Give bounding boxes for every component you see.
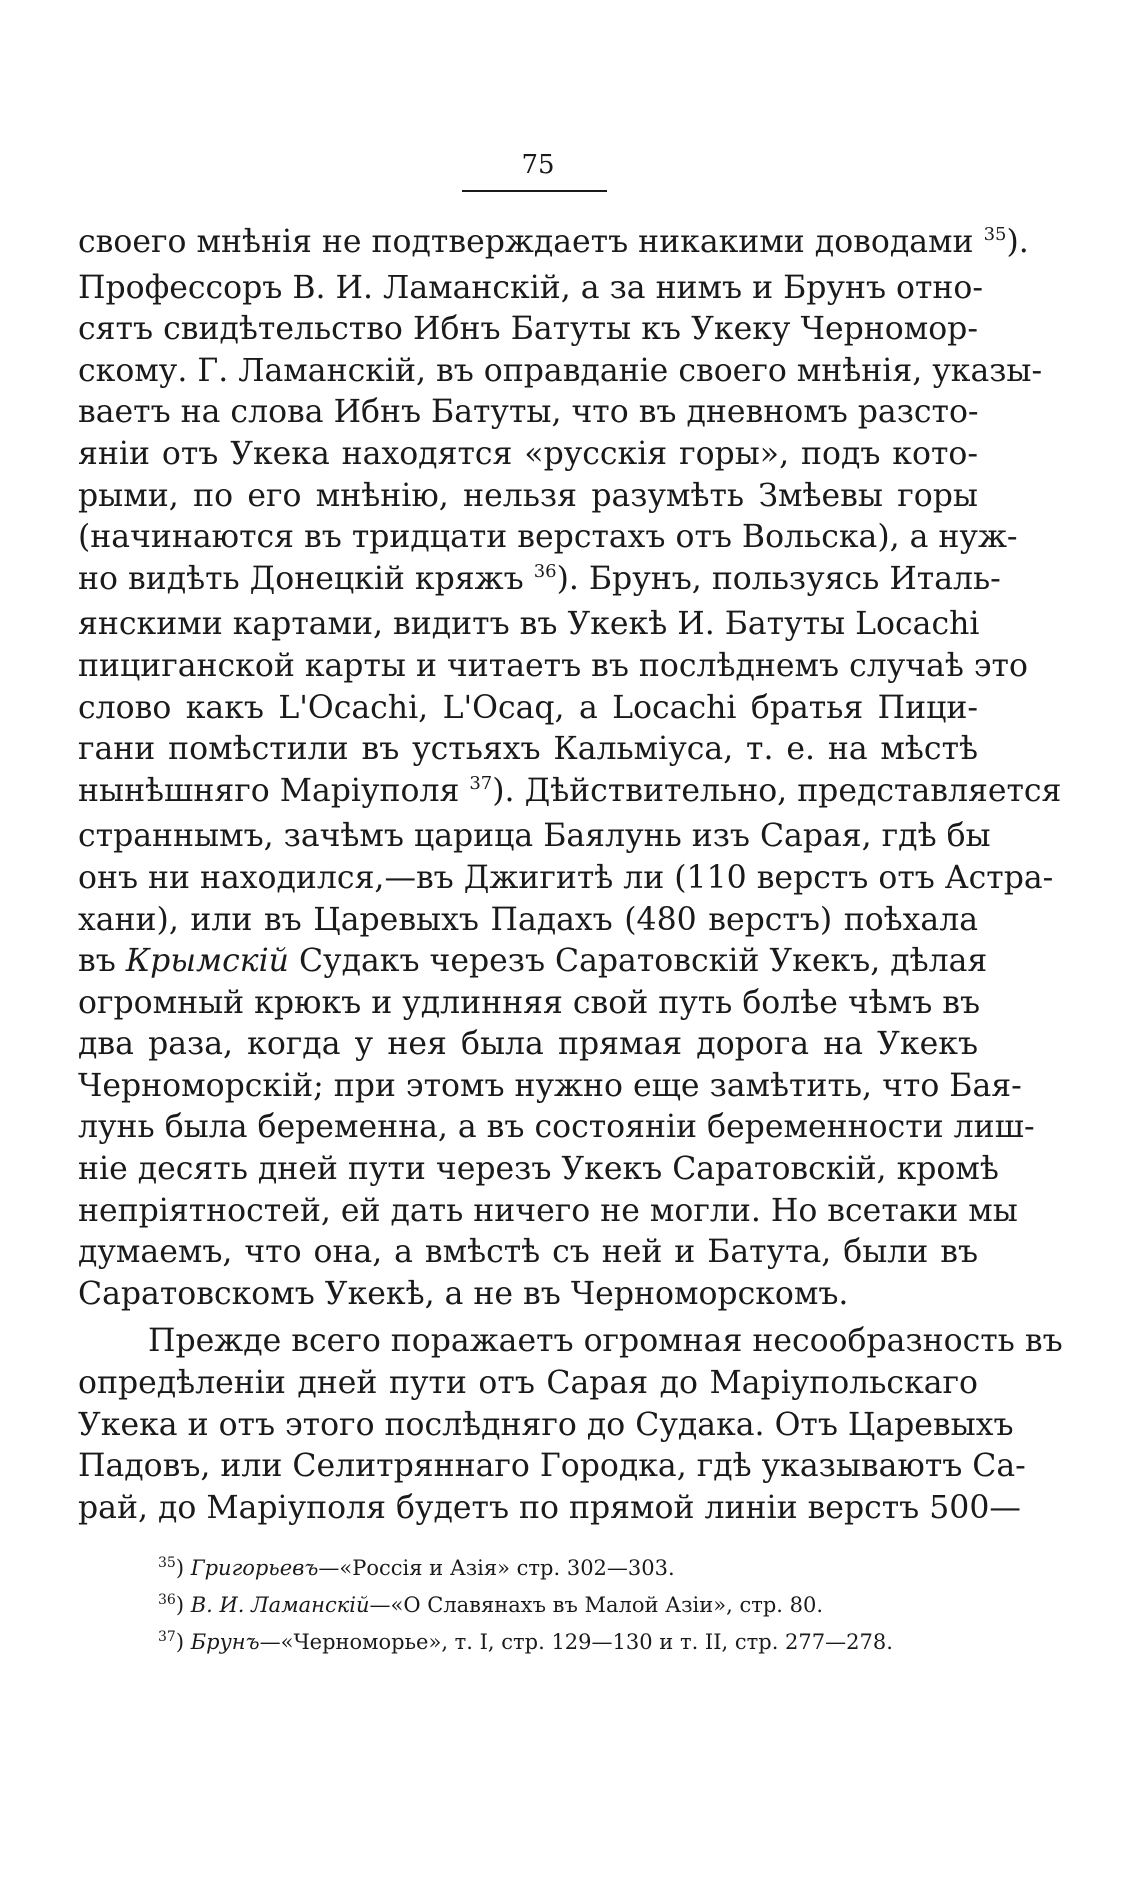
- text-line: своего мнѣнія не подтверждаетъ никакими доводами $^{35}$).: [78, 224, 1029, 260]
- text-line: яніи отъ Укека находятся «русскія горы», подъ кото-: [78, 435, 978, 472]
- text-line: Прежде всего поражаетъ огромная несообразность въ: [148, 1323, 1063, 1360]
- body-text: [78, 222, 1063, 1529]
- text-line: страннымъ, зачѣмъ царица Баялунь изъ Сарая, гдѣ бы: [78, 818, 991, 855]
- footnote-ref: 36: [533, 560, 557, 582]
- text-line: рыми, по его мнѣнію, нельзя разумѣть Змѣевы горы: [78, 477, 978, 514]
- footnote-text: —«Россія и Азія» стр. 302—303.: [318, 1556, 675, 1581]
- text-line: гани помѣстили въ устьяхъ Кальміуса, т. е. на мѣстѣ: [78, 731, 978, 768]
- italic-text: Крымскій: [125, 943, 289, 980]
- text-line: Укека и отъ этого послѣдняго до Судака. Отъ Царевыхъ: [78, 1406, 1014, 1443]
- text-line: скому. Г. Ламанскій, въ оправданіе своего мнѣнія, указы-: [78, 352, 1043, 389]
- text-line: непріятностей, ей дать ничего не могли. Но всетаки мы: [78, 1192, 1018, 1229]
- text-line: огромный крюкъ и удлинняя свой путь болѣе чѣмъ въ: [78, 984, 981, 1021]
- text-line: хани), или въ Царевыхъ Падахъ (480 верстъ) поѣхала: [78, 901, 978, 938]
- text-line: два раза, когда у нея была прямая дорога на Укекъ: [78, 1026, 978, 1063]
- text-line: янскими картами, видитъ въ Укекѣ И. Батуты Locachi: [78, 606, 980, 643]
- footnote-text: —«Черноморье», т. I, стр. 129—130 и т. II, стр. 277—278.: [259, 1630, 893, 1655]
- text-line: нынѣшняго Маріуполя $^{37}$). Дѣйствительно, представляется: [78, 772, 1062, 809]
- text-line: слово какъ L'Ocachi, L'Ocaq, а Locachi братья Пици-: [78, 689, 978, 726]
- text-line: опредѣленіи дней пути отъ Сарая до Маріупольскаго: [78, 1365, 978, 1402]
- text-line: Падовъ, или Селитряннаго Городка, гдѣ указываютъ Са-: [78, 1448, 1026, 1485]
- footnote-number: 36: [158, 1592, 176, 1609]
- text-line: Профессоръ В. И. Ламанскій, а за нимъ и Брунъ отно-: [78, 269, 984, 306]
- text-line: рай, до Маріуполя будетъ по прямой линіи верстъ 500—: [78, 1489, 1021, 1526]
- footnote-ref: 35: [983, 224, 1007, 245]
- text-line: Черноморскій; при этомъ нужно еще замѣтить, что Бая-: [78, 1067, 1022, 1104]
- footnote-author: В. И. Ламанскій: [190, 1593, 370, 1618]
- footnotes: [78, 1551, 978, 1662]
- page-number: 75: [521, 150, 555, 180]
- footnote-author: Брунъ: [190, 1630, 260, 1655]
- footnote: $^{37}$) Брунъ—«Черноморье», т. I, стр. 129—130 и т. II, стр. 277—278.: [158, 1629, 893, 1655]
- text-line: лунь была беременна, а въ состояніи беременности лиш-: [78, 1109, 1035, 1146]
- text-line: пициганской карты и читаетъ въ послѣднемъ случаѣ это: [78, 647, 1028, 684]
- footnote: $^{35}$) Григорьевъ—«Россія и Азія» стр. 302—303.: [158, 1555, 675, 1581]
- footnote: $^{36}$) В. И. Ламанскій—«О Славянахъ въ Малой Азіи», стр. 80.: [158, 1592, 824, 1618]
- text-line: Саратовскомъ Укекѣ, а не въ Черноморскомъ.: [78, 1275, 849, 1312]
- text-line: сятъ свидѣтельство Ибнъ Батуты къ Укеку Черномор-: [78, 311, 978, 348]
- book-page: [78, 150, 1063, 1662]
- text-line: въ Крымскій Судакъ черезъ Саратовскій Укекъ, дѣлая: [78, 943, 988, 980]
- footnote-number: 37: [158, 1629, 176, 1646]
- footnote-author: Григорьевъ: [190, 1556, 319, 1581]
- footnote-number: 35: [158, 1555, 176, 1572]
- text-line: онъ ни находился,—въ Джигитѣ ли (110 верстъ отъ Астра-: [78, 859, 1054, 896]
- page-number-rule: [462, 190, 607, 192]
- text-line: думаемъ, что она, а вмѣстѣ съ ней и Батута, были въ: [78, 1234, 978, 1271]
- text-line: ваетъ на слова Ибнъ Батуты, что въ дневномъ разсто-: [78, 394, 979, 431]
- footnote-text: —«О Славянахъ въ Малой Азіи», стр. 80.: [369, 1593, 824, 1618]
- text-line: но видѣть Донецкій кряжъ $^{36}$). Брунъ, пользуясь Италь-: [78, 560, 1001, 597]
- text-line: (начинаются въ тридцати верстахъ отъ Вольска), а нуж-: [78, 519, 1018, 556]
- footnote-ref: 37: [469, 772, 493, 794]
- text-line: ніе десять дней пути черезъ Укекъ Саратовскій, кромѣ: [78, 1151, 999, 1188]
